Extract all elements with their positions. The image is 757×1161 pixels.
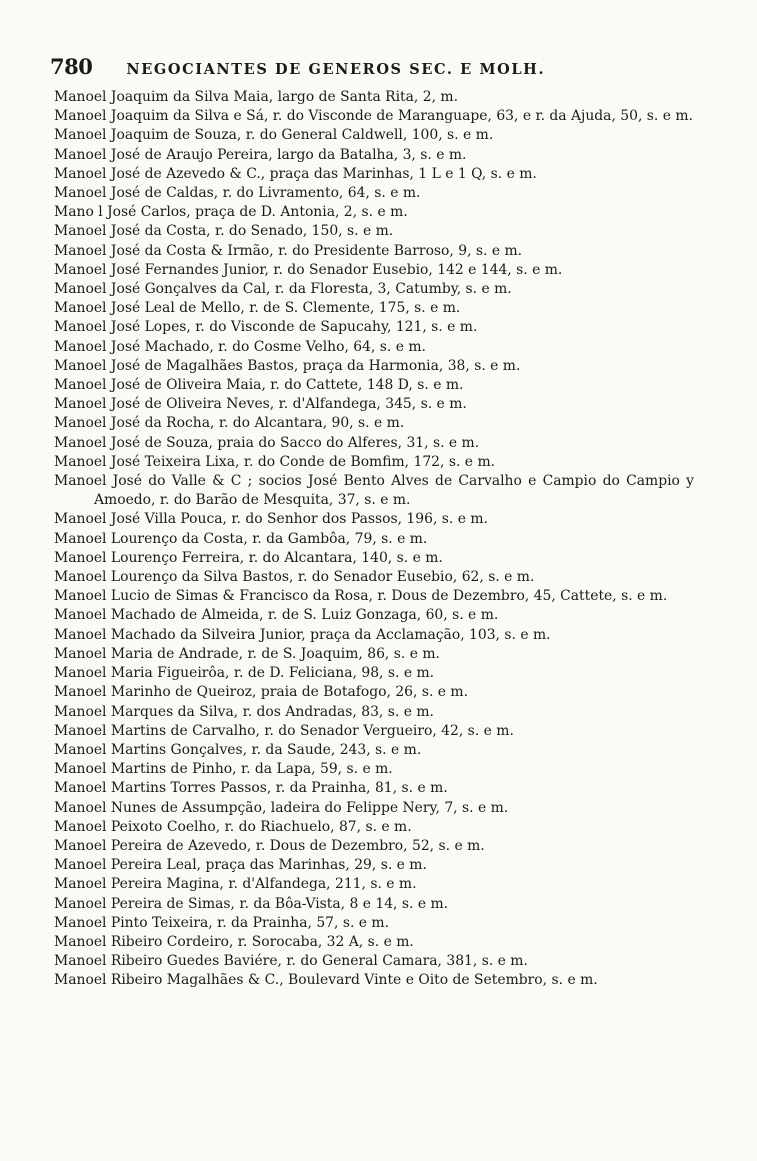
list-item: Manoel José Machado, r. do Cosme Velho, 64, s. e m. bbox=[54, 338, 426, 355]
list-item: Manoel Maria de Andrade, r. de S. Joaquim, 86, s. e m. bbox=[54, 645, 440, 662]
list-item: Manoel Ribeiro Magalhães & C., Boulevard Vinte e Oito de Setembro, s. e m. bbox=[54, 972, 598, 989]
page-number: 780 bbox=[50, 54, 93, 79]
list-item: Manoel José de Oliveira Maia, r. do Cattete, 148 D, s. e m. bbox=[54, 377, 464, 394]
list-item: Manoel Lucio de Simas & Francisco da Rosa, r. Dous de Dezembro, 45, Cattete, s. e m. bbox=[54, 588, 668, 605]
list-item: Manoel José de Caldas, r. do Livramento, 64, s. e m. bbox=[54, 185, 421, 202]
list-item: Manoel Pereira Leal, praça das Marinhas, 29, s. e m. bbox=[54, 857, 427, 874]
list-item: Manoel Machado de Almeida, r. de S. Luiz Gonzaga, 60, s. e m. bbox=[54, 607, 499, 624]
list-item: Manoel Martins Torres Passos, r. da Prainha, 81, s. e m. bbox=[54, 780, 448, 797]
list-item: Manoel Ribeiro Cordeiro, r. Sorocaba, 32 A, s. e m. bbox=[54, 933, 414, 950]
list-item: Manoel Maria Figueirôa, r. de D. Feliciana, 98, s. e m. bbox=[54, 665, 435, 682]
list-item: Manoel José do Valle & C ; socios José Bento Alves de Carvalho e Campio do Campio y Amoedo, r. do Barão de Mesquita, 37, s. e m. bbox=[54, 473, 694, 509]
list-item: Manoel Lourenço da Costa, r. da Gambôa, 79, s. e m. bbox=[54, 530, 428, 547]
list-item: Manoel Pinto Teixeira, r. da Prainha, 57, s. e m. bbox=[54, 914, 390, 931]
list-item: Manoel José Villa Pouca, r. do Senhor dos Passos, 196, s. e m. bbox=[54, 511, 488, 528]
list-item: Manoel José de Souza, praia do Sacco do Alferes, 31, s. e m. bbox=[54, 434, 480, 451]
list-item: Manoel Lourenço da Silva Bastos, r. do Senador Eusebio, 62, s. e m. bbox=[54, 569, 535, 586]
list-item: Manoel Lourenço Ferreira, r. do Alcantara, 140, s. e m. bbox=[54, 549, 443, 566]
list-item: Manoel Marinho de Queiroz, praia de Botafogo, 26, s. e m. bbox=[54, 684, 469, 701]
list-item: Manoel Martins de Pinho, r. da Lapa, 59, s. e m. bbox=[54, 761, 393, 778]
list-item: Manoel Machado da Silveira Junior, praça da Acclamação, 103, s. e m. bbox=[54, 626, 551, 643]
list-item: Manoel José de Oliveira Neves, r. d'Alfandega, 345, s. e m. bbox=[54, 396, 467, 413]
list-item: Manoel José Fernandes Junior, r. do Senador Eusebio, 142 e 144, s. e m. bbox=[54, 261, 563, 278]
list-item: Manoel José da Costa & Irmão, r. do Presidente Barroso, 9, s. e m. bbox=[54, 242, 523, 259]
list-item: Manoel Martins de Carvalho, r. do Senador Vergueiro, 42, s. e m. bbox=[54, 722, 514, 739]
list-item: Manoel José de Azevedo & C., praça das Marinhas, 1 L e 1 Q, s. e m. bbox=[54, 165, 537, 182]
page-title: NEGOCIANTES DE GENEROS SEC. E MOLH. bbox=[126, 61, 546, 78]
list-item: Manoel Ribeiro Guedes Baviére, r. do General Camara, 381, s. e m. bbox=[54, 953, 528, 970]
list-item: Manoel Joaquim da Silva Maia, largo de Santa Rita, 2, m. bbox=[54, 89, 459, 105]
list-item: Manoel Pereira de Simas, r. da Bôa-Vista, 8 e 14, s. e m. bbox=[54, 895, 449, 912]
list-item: Manoel José Gonçalves da Cal, r. da Floresta, 3, Catumby, s. e m. bbox=[54, 281, 512, 298]
list-item: Manoel Pereira de Azevedo, r. Dous de Dezembro, 52, s. e m. bbox=[54, 837, 485, 854]
list-item: Manoel José da Costa, r. do Senado, 150, s. e m. bbox=[54, 223, 394, 240]
list-item: Manoel José da Rocha, r. do Alcantara, 90, s. e m. bbox=[54, 415, 405, 432]
list-item: Manoel Pereira Magina, r. d'Alfandega, 211, s. e m. bbox=[54, 876, 417, 893]
list-item: Manoel José Teixeira Lixa, r. do Conde de Bomfim, 172, s. e m. bbox=[54, 453, 496, 470]
page-header bbox=[50, 54, 710, 79]
entry-list bbox=[54, 88, 694, 991]
list-item: Manoel Joaquim da Silva e Sá, r. do Visconde de Maranguape, 63, e r. da Ajuda, 50, s. e m. bbox=[54, 108, 693, 125]
list-item: Manoel José Lopes, r. do Visconde de Sapucahy, 121, s. e m. bbox=[54, 319, 478, 336]
list-item: Manoel Martins Gonçalves, r. da Saude, 243, s. e m. bbox=[54, 741, 422, 758]
list-item: Mano l José Carlos, praça de D. Antonia, 2, s. e m. bbox=[54, 204, 408, 221]
list-item: Manoel José de Araujo Pereira, largo da Batalha, 3, s. e m. bbox=[54, 146, 467, 163]
list-item: Manoel Nunes de Assumpção, ladeira do Felippe Nery, 7, s. e m. bbox=[54, 799, 509, 816]
list-item: Manoel Joaquim de Souza, r. do General Caldwell, 100, s. e m. bbox=[54, 127, 494, 144]
list-item: Manoel José Leal de Mello, r. de S. Clemente, 175, s. e m. bbox=[54, 300, 461, 317]
list-item: Manoel Marques da Silva, r. dos Andradas, 83, s. e m. bbox=[54, 703, 434, 720]
list-item: Manoel José de Magalhães Bastos, praça da Harmonia, 38, s. e m. bbox=[54, 357, 521, 374]
list-item: Manoel Peixoto Coelho, r. do Riachuelo, 87, s. e m. bbox=[54, 818, 412, 835]
